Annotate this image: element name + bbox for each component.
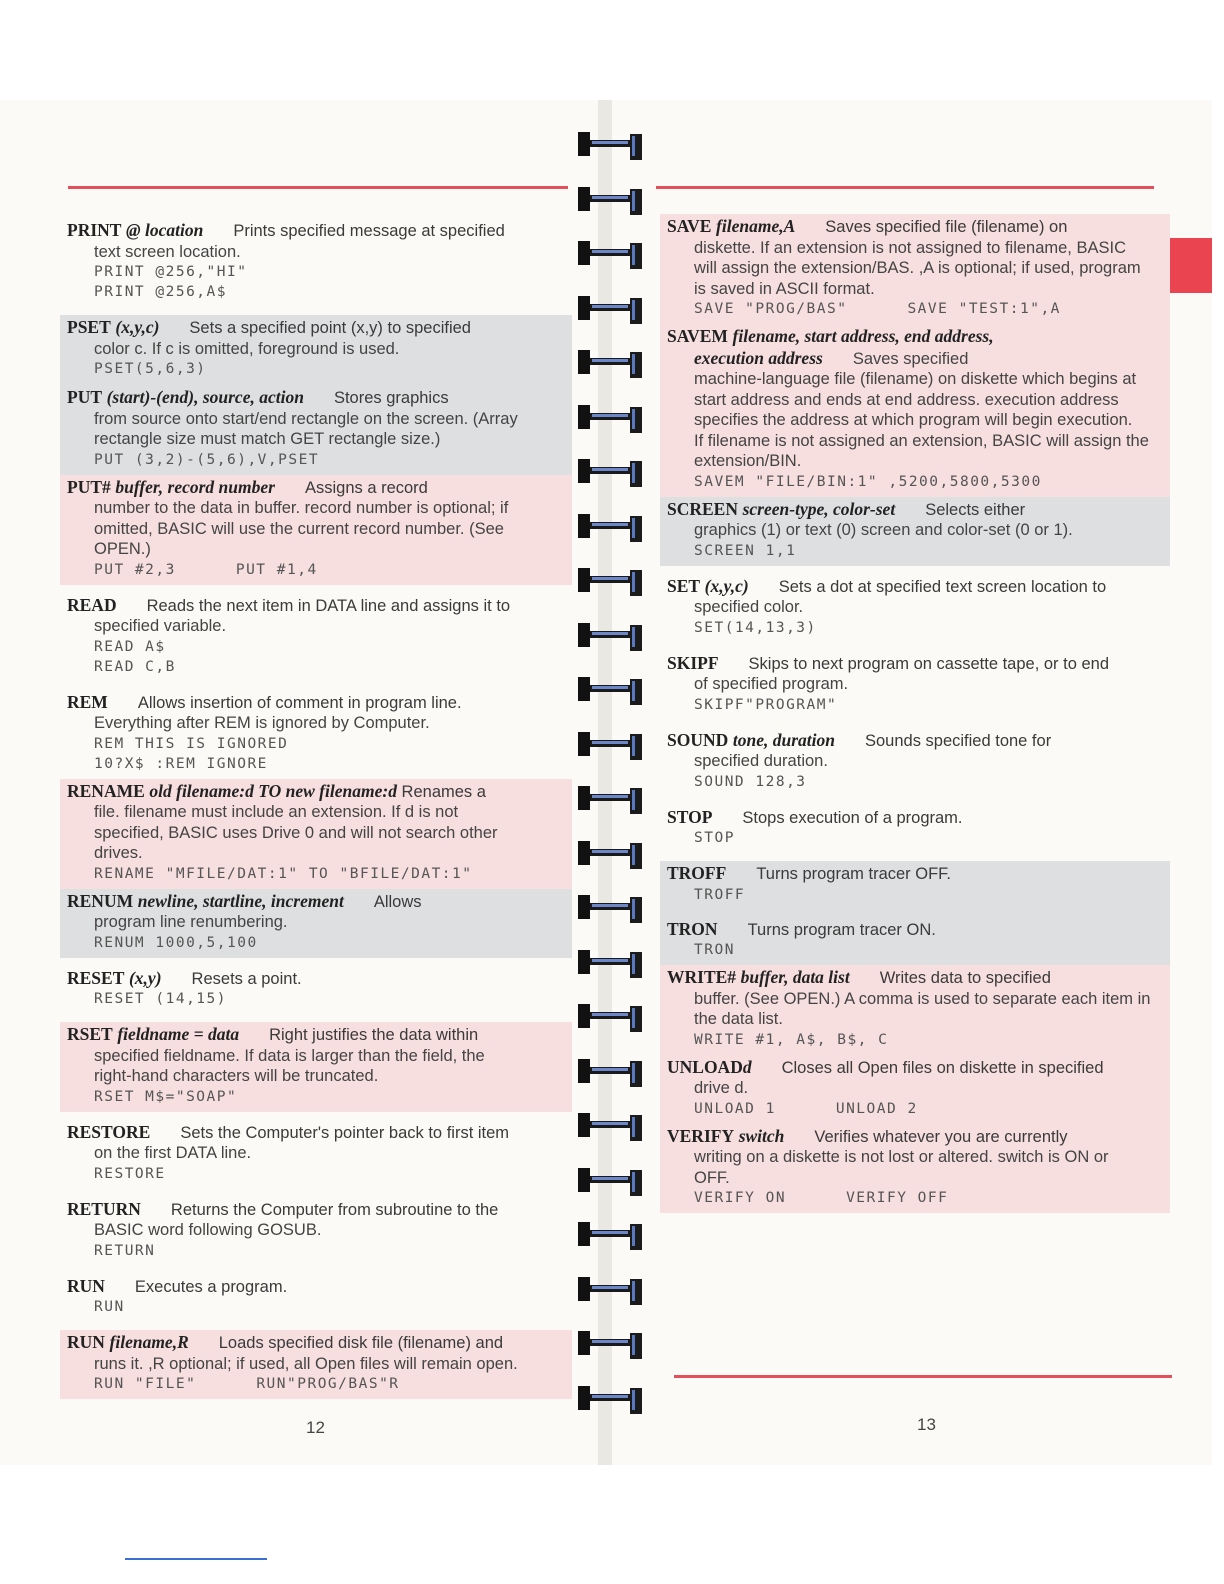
binding-ring — [576, 292, 648, 328]
entry-read: READ Reads the next item in DATA line and assigns it to specified variable. READ A$ READ C,B — [67, 594, 511, 675]
entry-renum: RENUM newline, startline, increment Allows program line renumbering. RENUM 1000,5,100 — [60, 889, 572, 958]
entry-skipf: SKIPF Skips to next program on cassette tape, or to end of specified program. SKIPF"PROGRAM" — [667, 652, 1110, 713]
entry-rset: RSET fieldname = data Right justifies the data within specified fieldname. If data is larger than the field, the right-hand characters will be truncated. RSET M$="SOAP" — [60, 1022, 572, 1112]
entry-savem: SAVEM filename, start address, end address, execution address Saves specified machine-language file (filename) on diskette which begins at start address and ends at end address. execution address specifies the address at which program will begin execution. If filename is not assigned an extension, BASIC will assign the extension/BIN. SAVEM "FILE/BIN:1" ,5200,5800,5300 — [660, 324, 1170, 497]
binding-ring — [576, 673, 648, 709]
entry-print-at: PRINT @ location Prints specified message at specified text screen location. PRINT @256,"HI" PRINT @256,A$ — [67, 220, 505, 300]
savem-exec-desc: Saves specified — [852, 349, 969, 368]
binding-ring — [576, 455, 648, 491]
binding-ring — [576, 1000, 648, 1036]
binding-ring — [576, 1109, 648, 1145]
entry-run-filename: RUN filename,R Loads specified disk file (filename) and runs it. ,R optional; if used, all Open files will remain open. RUN "FILE" RUN"PROG/BAS"R — [60, 1330, 572, 1399]
binding-ring — [576, 619, 648, 655]
savem-exec-arg: execution address — [694, 347, 823, 368]
entry-pset: PSET (x,y,c) Sets a specified point (x,y) to specified color c. If c is omitted, foreground is used. PSET(5,6,3) PUT (start)-(end), source, action Stores graphics from source onto start/end rectangle on the screen. (Array rectangle size must match GET rectangle size.) PUT (3,2)-(5,6),V,PSET — [60, 315, 572, 475]
entry-rem: REM Allows insertion of comment in program line. Everything after REM is ignored by Computer. REM THIS IS IGNORED 10?X$ :REM IGNORE — [67, 691, 462, 772]
binding-ring — [576, 564, 648, 600]
entry-unload: UNLOADd Closes all Open files on diskette in specified drive d. UNLOAD 1 UNLOAD 2 — [660, 1055, 1170, 1124]
binding-ring — [576, 782, 648, 818]
binding-ring — [576, 510, 648, 546]
entry-sound: SOUND tone, duration Sounds specified tone for specified duration. SOUND 128,3 — [667, 729, 1052, 790]
section-tab — [1168, 238, 1212, 293]
binding-ring — [576, 1218, 648, 1254]
entry-set: SET (x,y,c) Sets a dot at specified text screen location to specified color. SET(14,13,3) — [667, 575, 1107, 636]
entry-return: RETURN Returns the Computer from subroutine to the BASIC word following GOSUB. RETURN — [67, 1198, 499, 1259]
scan-mark — [125, 1558, 267, 1560]
binding-ring — [576, 346, 648, 382]
binding-ring — [576, 237, 648, 273]
binding-ring — [576, 1382, 648, 1418]
page-number-right: 13 — [917, 1415, 936, 1434]
top-rule-right — [656, 186, 1154, 189]
binding-ring — [576, 401, 648, 437]
top-rule-left — [68, 186, 568, 189]
entry-reset: RESET (x,y) Resets a point. RESET (14,15) — [67, 967, 302, 1007]
entry-put-hash: PUT# buffer, record number Assigns a record number to the data in buffer. record number is optional; if omitted, BASIC will use the current record number. (See OPEN.) PUT #2,3 PUT #1,4 — [60, 475, 572, 585]
entry-restore: RESTORE Sets the Computer's pointer back to first item on the first DATA line. RESTORE — [67, 1121, 510, 1182]
binding-ring — [576, 1164, 648, 1200]
binding-ring — [576, 128, 648, 164]
entry-stop: STOP Stops execution of a program. STOP — [667, 806, 963, 846]
entry-run: RUN Executes a program. RUN — [67, 1275, 288, 1315]
binding-ring — [576, 728, 648, 764]
binding-ring — [576, 1273, 648, 1309]
entry-troff-tron: TROFF Turns program tracer OFF. TROFF TRON Turns program tracer ON. TRON — [660, 861, 1170, 965]
binding-ring — [576, 183, 648, 219]
binding-ring — [576, 1055, 648, 1091]
right-column — [660, 214, 1170, 1213]
entry-save: SAVE filename,A Saves specified file (filename) on diskette. If an extension is not assigned to filename, BASIC will assign the extension/BAS. ,A is optional; if used, program is saved in ASCII format. SAVE "PROG/BAS" SAVE "TEST:1",A — [660, 214, 1170, 324]
entry-screen: SCREEN screen-type, color-set Selects either graphics (1) or text (0) screen and color-set (0 or 1). SCREEN 1,1 — [660, 497, 1170, 566]
binding-ring — [576, 837, 648, 873]
bottom-rule-right — [674, 1375, 1172, 1378]
entry-write-hash: WRITE# buffer, data list Writes data to specified buffer. (See OPEN.) A comma is used to separate each item in the data list. WRITE #1, A$, B$, C — [660, 965, 1170, 1055]
left-column — [60, 218, 572, 1399]
binding-ring — [576, 1327, 648, 1363]
entry-rename: RENAME old filename:d TO new filename:d Renames a file. filename must include an extension. If d is not specified, BASIC uses Drive 0 and will not search other drives. RENAME "MFILE/DAT:1" TO "BFILE/DAT:1" — [60, 779, 572, 889]
binding-ring — [576, 946, 648, 982]
binding-ring — [576, 891, 648, 927]
page-number-left: 12 — [306, 1418, 325, 1437]
entry-verify: VERIFY switch Verifies whatever you are currently writing on a diskette is not lost or altered. switch is ON or OFF. VERIFY ON VERIFY OFF — [660, 1124, 1170, 1214]
